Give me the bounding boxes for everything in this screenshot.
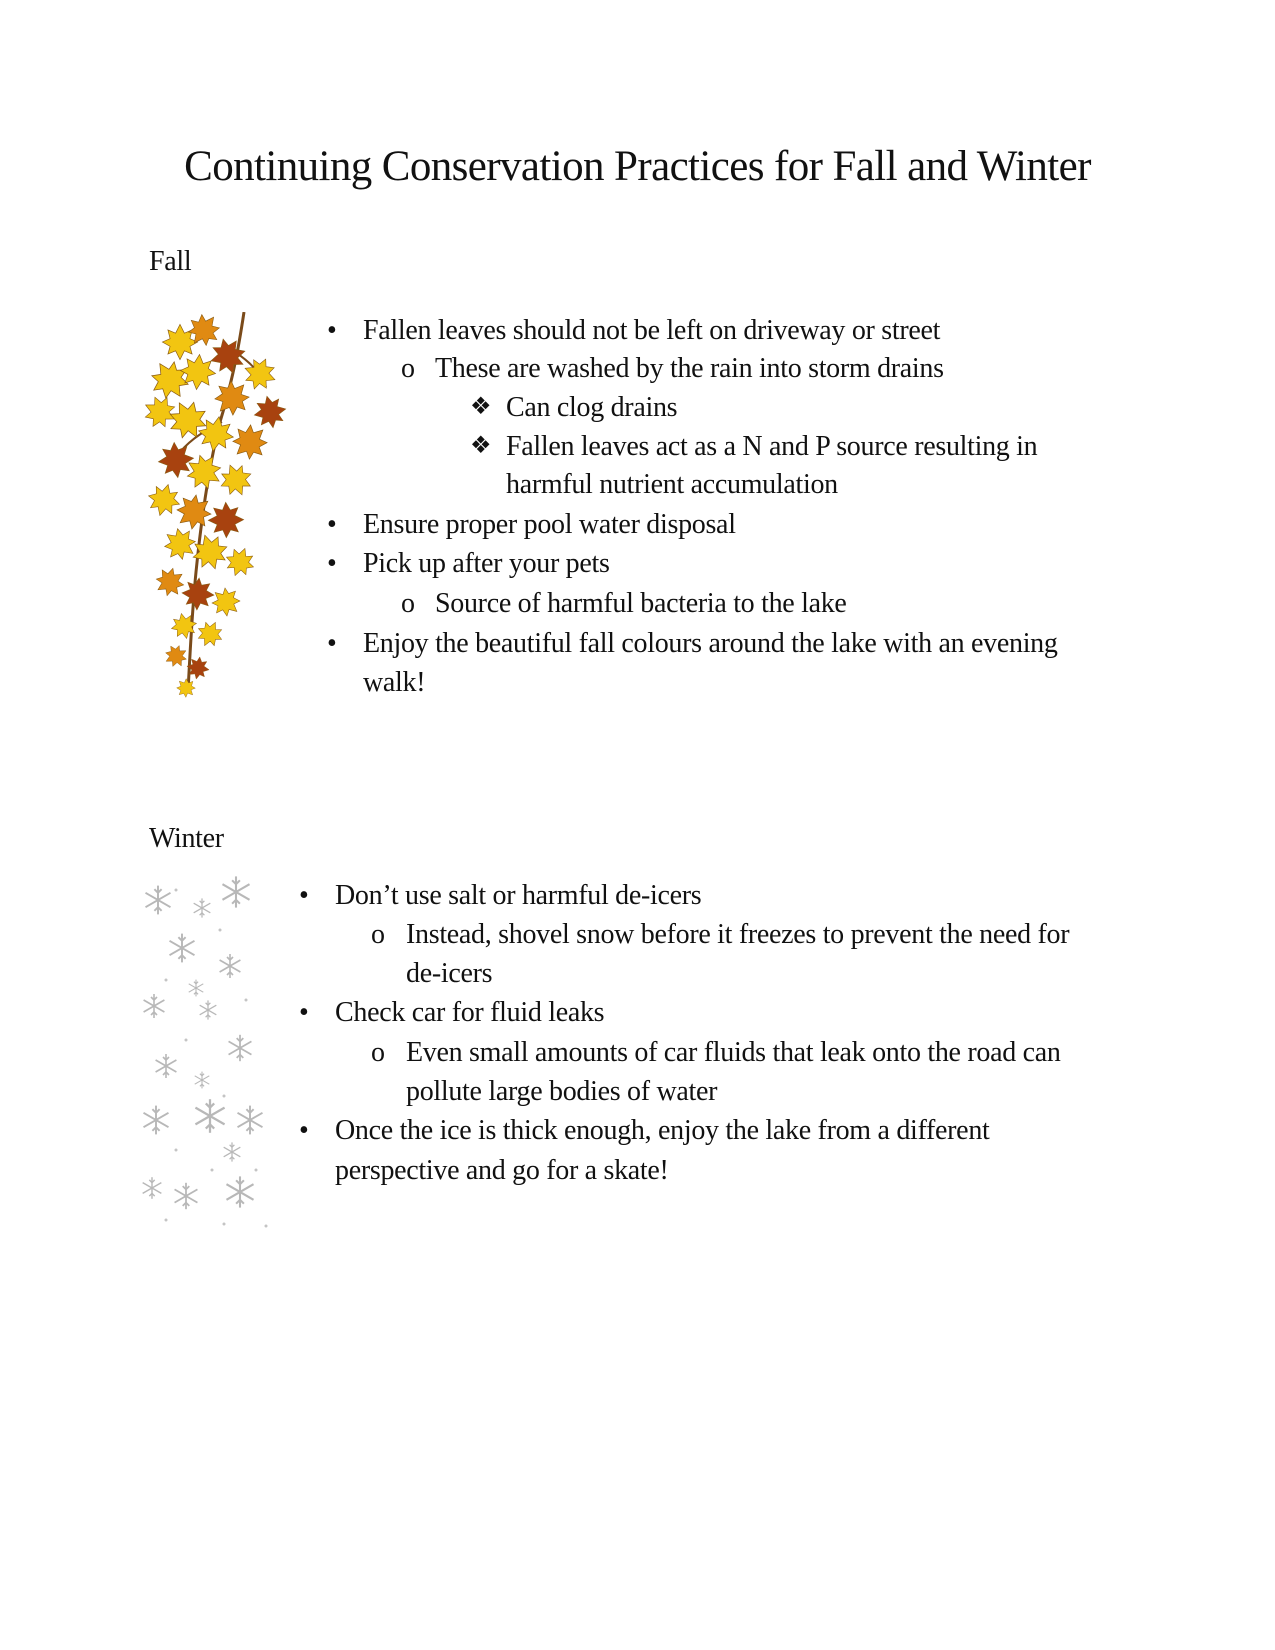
snowflake-shape xyxy=(226,1176,253,1207)
snowflake-shape xyxy=(220,954,241,978)
snow-dot xyxy=(255,1169,258,1172)
bullet-icon: • xyxy=(299,880,309,911)
snow-dot xyxy=(223,1095,226,1098)
bullet-icon: • xyxy=(327,548,337,579)
leaf-shape xyxy=(172,674,199,701)
snow-dot xyxy=(245,999,248,1002)
snow-dot xyxy=(185,1039,188,1042)
leaf-shape xyxy=(157,441,196,480)
bullet-icon: • xyxy=(327,315,337,346)
snow-dot xyxy=(175,889,178,892)
leaf-shape xyxy=(215,459,257,501)
snowflake-shape xyxy=(200,1000,217,1019)
leaf-shape xyxy=(150,562,190,602)
leaf-shape xyxy=(169,611,199,641)
snow-dot xyxy=(219,929,222,932)
hollow-bullet-icon: o xyxy=(401,588,415,619)
snowflake-shape xyxy=(195,1099,224,1133)
snowflakes-icon xyxy=(136,870,286,1230)
snowflake-shape xyxy=(238,1106,263,1135)
snowflake-shape xyxy=(229,1035,252,1061)
snowflake-shape xyxy=(144,1106,169,1135)
leaf-shape xyxy=(193,617,227,651)
snowflake-shape xyxy=(189,980,204,997)
leaf-shape xyxy=(222,544,259,581)
leaf-shape xyxy=(225,417,275,467)
page-title: Continuing Conservation Practices for Fall and Winter xyxy=(184,143,1091,190)
snowflake-shape xyxy=(170,934,195,963)
hollow-bullet-icon: o xyxy=(371,1037,385,1068)
snowflake-shape xyxy=(144,994,165,1018)
leaf-shape xyxy=(188,530,232,574)
snow-dot xyxy=(165,979,168,982)
snowflake-shape xyxy=(156,1054,177,1078)
bullet-icon: • xyxy=(327,509,337,540)
leaf-shape xyxy=(144,480,183,519)
leaf-shape xyxy=(180,448,228,496)
snowflake-shape xyxy=(143,1177,162,1199)
snow-dot xyxy=(265,1225,268,1228)
leaf-shape xyxy=(206,582,247,623)
hollow-bullet-icon: o xyxy=(371,919,385,950)
snowflake-shape xyxy=(194,898,211,917)
snow-dot xyxy=(223,1223,226,1226)
leaf-shape xyxy=(161,641,191,671)
autumn-leaves-icon xyxy=(140,312,310,702)
leaf-shape xyxy=(181,577,215,611)
fall-heading: Fall xyxy=(149,246,192,277)
leaf-shape xyxy=(179,353,217,391)
snowflake-shape xyxy=(175,1183,198,1209)
snowflake-shape xyxy=(146,886,171,915)
hollow-bullet-icon: o xyxy=(401,353,415,384)
bullet-icon: • xyxy=(327,628,337,659)
snowflake-shape xyxy=(195,1072,210,1089)
diamond-bullet-icon: ❖ xyxy=(470,433,492,459)
leaf-shape xyxy=(251,393,289,431)
snow-dot xyxy=(211,1169,214,1172)
bullet-icon: • xyxy=(299,1115,309,1146)
snowflake-shape xyxy=(224,1142,241,1161)
winter-heading: Winter xyxy=(149,823,224,854)
snow-dot xyxy=(165,1219,168,1222)
leaf-shape xyxy=(208,502,244,538)
snow-dot xyxy=(175,1149,178,1152)
leaf-shape xyxy=(169,487,218,536)
bullet-icon: • xyxy=(299,997,309,1028)
snowflake-shape xyxy=(222,876,249,907)
diamond-bullet-icon: ❖ xyxy=(470,394,492,420)
